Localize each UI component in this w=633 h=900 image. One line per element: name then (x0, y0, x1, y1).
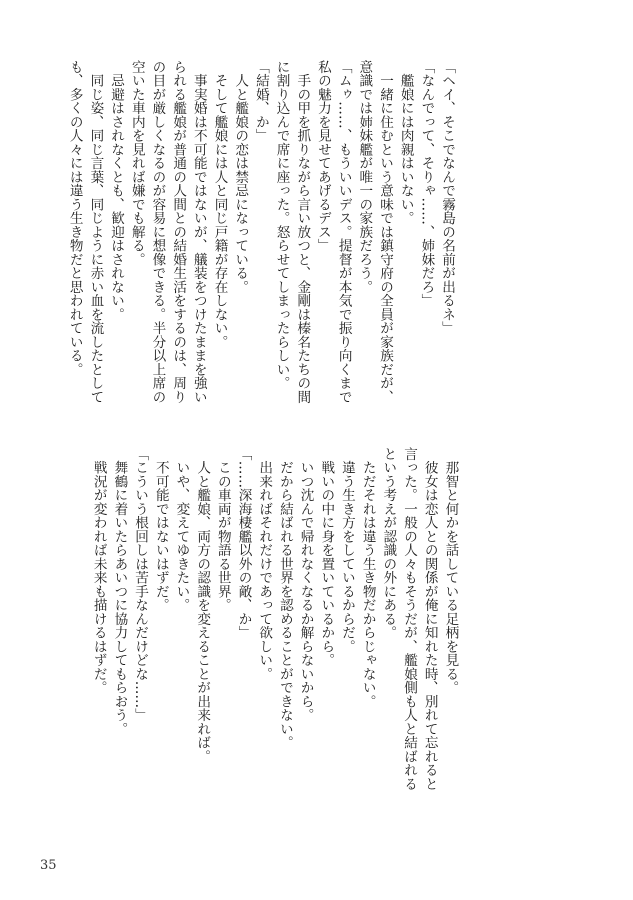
text-column: 戦況が変われば未来も描けるはずだ。 (90, 447, 107, 695)
text-column: に割り込んで席に座った。怒らせてしまったらしい。 (273, 60, 290, 390)
text-column: 人と艦娘の恋は禁忌になっている。 (232, 60, 249, 294)
text-column: 忌避はされなくとも、歓迎はされない。 (108, 60, 125, 322)
text-column: 「なんでって、そりゃ……、姉妹だろ」 (418, 60, 435, 308)
text-column: の目が厳しくなるのが容易に想像できる。半分以上席の (149, 60, 166, 404)
text-column: 艦娘には肉親はいない。 (397, 60, 414, 225)
text-column: 那智と何かを話している足柄を見る。 (442, 447, 459, 695)
text-column: 出来ればそれだけであって欲しい。 (256, 447, 273, 681)
text-column: 私の魅力を見せてあげるデス」 (314, 60, 331, 253)
text-column: 「……深海棲艦以外の敵、か」 (235, 447, 252, 640)
text-column: 意識では姉妹艦が唯一の家族だろう。 (356, 60, 373, 294)
text-column: 人と艦娘、両方の認識を変えることが出来れば。 (194, 447, 211, 764)
text-column: 戦いの中に身を置いているから。 (318, 447, 335, 667)
text-column: 「ムゥ……、もういいデス。提督が本気で振り向くまで (335, 60, 352, 404)
text-column: 「こういう根回しは苦手なんだけどな……」 (132, 447, 149, 722)
text-column: ただそれは違う生き物だからじゃない。 (359, 447, 376, 709)
text-column: 事実婚は不可能ではないが、艤装をつけたままを強い (190, 60, 207, 404)
lower-text-block (88, 447, 460, 791)
upper-text-block (64, 60, 457, 404)
text-column: 「ヘイ、そこでなんで霧島の名前が出るネ」 (439, 60, 456, 335)
text-column: 手の甲を抓りながら言い放つと、金剛は榛名たちの間 (294, 60, 311, 404)
text-column: 「結婚、か」 (252, 60, 269, 143)
text-column: 言った。一般の人々もそうだが、艦娘側も人と結ばれる (401, 447, 417, 791)
text-column: 不可能ではないはずだ。 (152, 447, 169, 612)
text-column: この車両が物語る世界。 (214, 447, 231, 612)
page-number: 35 (40, 858, 57, 873)
text-column: 舞鶴に着いたらあいつに協力してもらおう。 (111, 447, 128, 736)
text-column: も、多くの人々には違う生き物だと思われている。 (66, 60, 83, 377)
text-column: 同じ姿、同じ言葉、同じように赤い血を流したとして (87, 60, 104, 404)
text-column: いつ沈んで帰れなくなるか解らないから。 (297, 447, 314, 722)
text-column: 彼女は恋人との関係が俺に知れた時、別れて忘れると (421, 447, 438, 791)
text-column: られる艦娘が普通の人間との結婚生活をするのは、周り (170, 60, 187, 404)
text-column: 違う生き方をしているからだ。 (338, 447, 355, 654)
text-column: だから結ばれる世界を認めることができない。 (276, 447, 293, 750)
text-column: 空いた車内を見れば嫌でも解る。 (128, 60, 145, 267)
text-column: いや、変えてゆきたい。 (173, 447, 190, 612)
text-column: という考えが認識の外にある。 (380, 447, 397, 640)
text-column: 一緒に住むという意味では鎮守府の全員が家族だが、 (377, 60, 393, 404)
text-column: そして艦娘には人と同じ戸籍が存在しない。 (211, 60, 228, 349)
